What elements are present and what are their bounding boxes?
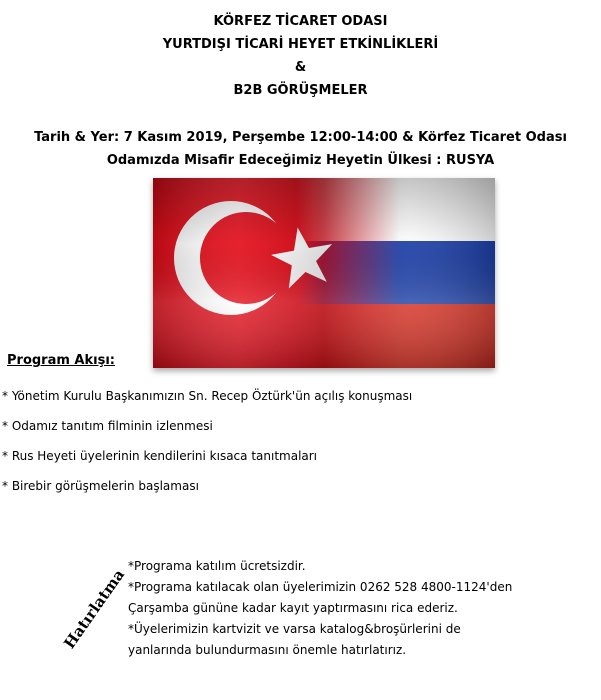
date-place: Tarih & Yer: 7 Kasım 2019, Perşembe 12:00-14:00 & Körfez Ticaret Odası [34, 130, 567, 145]
flag-wave-shading [153, 178, 495, 368]
event-series-title: YURTDIŞI TİCARİ HEYET ETKİNLİKLERİ [162, 37, 439, 52]
document-header [0, 10, 601, 102]
ampersand-line: & [294, 60, 307, 75]
program-item-film: * Odamız tanıtım filminin izlenmesi [2, 419, 213, 433]
reminder-note-registration: *Programa katılacak olan üyelerimizin 0262 528 4800-1124'den [128, 580, 513, 594]
program-item-introductions: * Rus Heyeti üyelerinin kendilerini kısaca tanıtmaları [2, 449, 318, 463]
organization-name: KÖRFEZ TİCARET ODASI [213, 14, 388, 29]
reminder-notes [128, 556, 512, 661]
flag-graphic [153, 178, 495, 368]
program-item-opening-speech: * Yönetim Kurulu Başkanımızın Sn. Recep Öztürk'ün açılış konuşması [2, 389, 413, 403]
reminder-label: Hatırlatma [60, 566, 129, 652]
reminder-note-cards-cont: yanlarında bulundurmasını önemle hatırlatırız. [128, 643, 407, 657]
reminder-note-free: *Programa katılım ücretsizdir. [128, 559, 306, 573]
turkey-russia-flag-image [153, 178, 495, 368]
program-list [2, 386, 412, 506]
delegation-country: Odamızda Misafir Edeceğimiz Heyetin Ülkesi : RUSYA [106, 153, 495, 168]
event-info [0, 126, 601, 172]
program-item-meetings: * Birebir görüşmelerin başlaması [2, 479, 199, 493]
b2b-title: B2B GÖRÜŞMELER [233, 83, 368, 98]
reminder-note-registration-cont: Çarşamba gününe kadar kayıt yaptırmasını rica ederiz. [128, 601, 458, 615]
reminder-note-cards: *Üyelerimizin kartvizit ve varsa katalog&broşürlerini de [128, 622, 461, 636]
program-heading: Program Akışı: [7, 353, 115, 368]
